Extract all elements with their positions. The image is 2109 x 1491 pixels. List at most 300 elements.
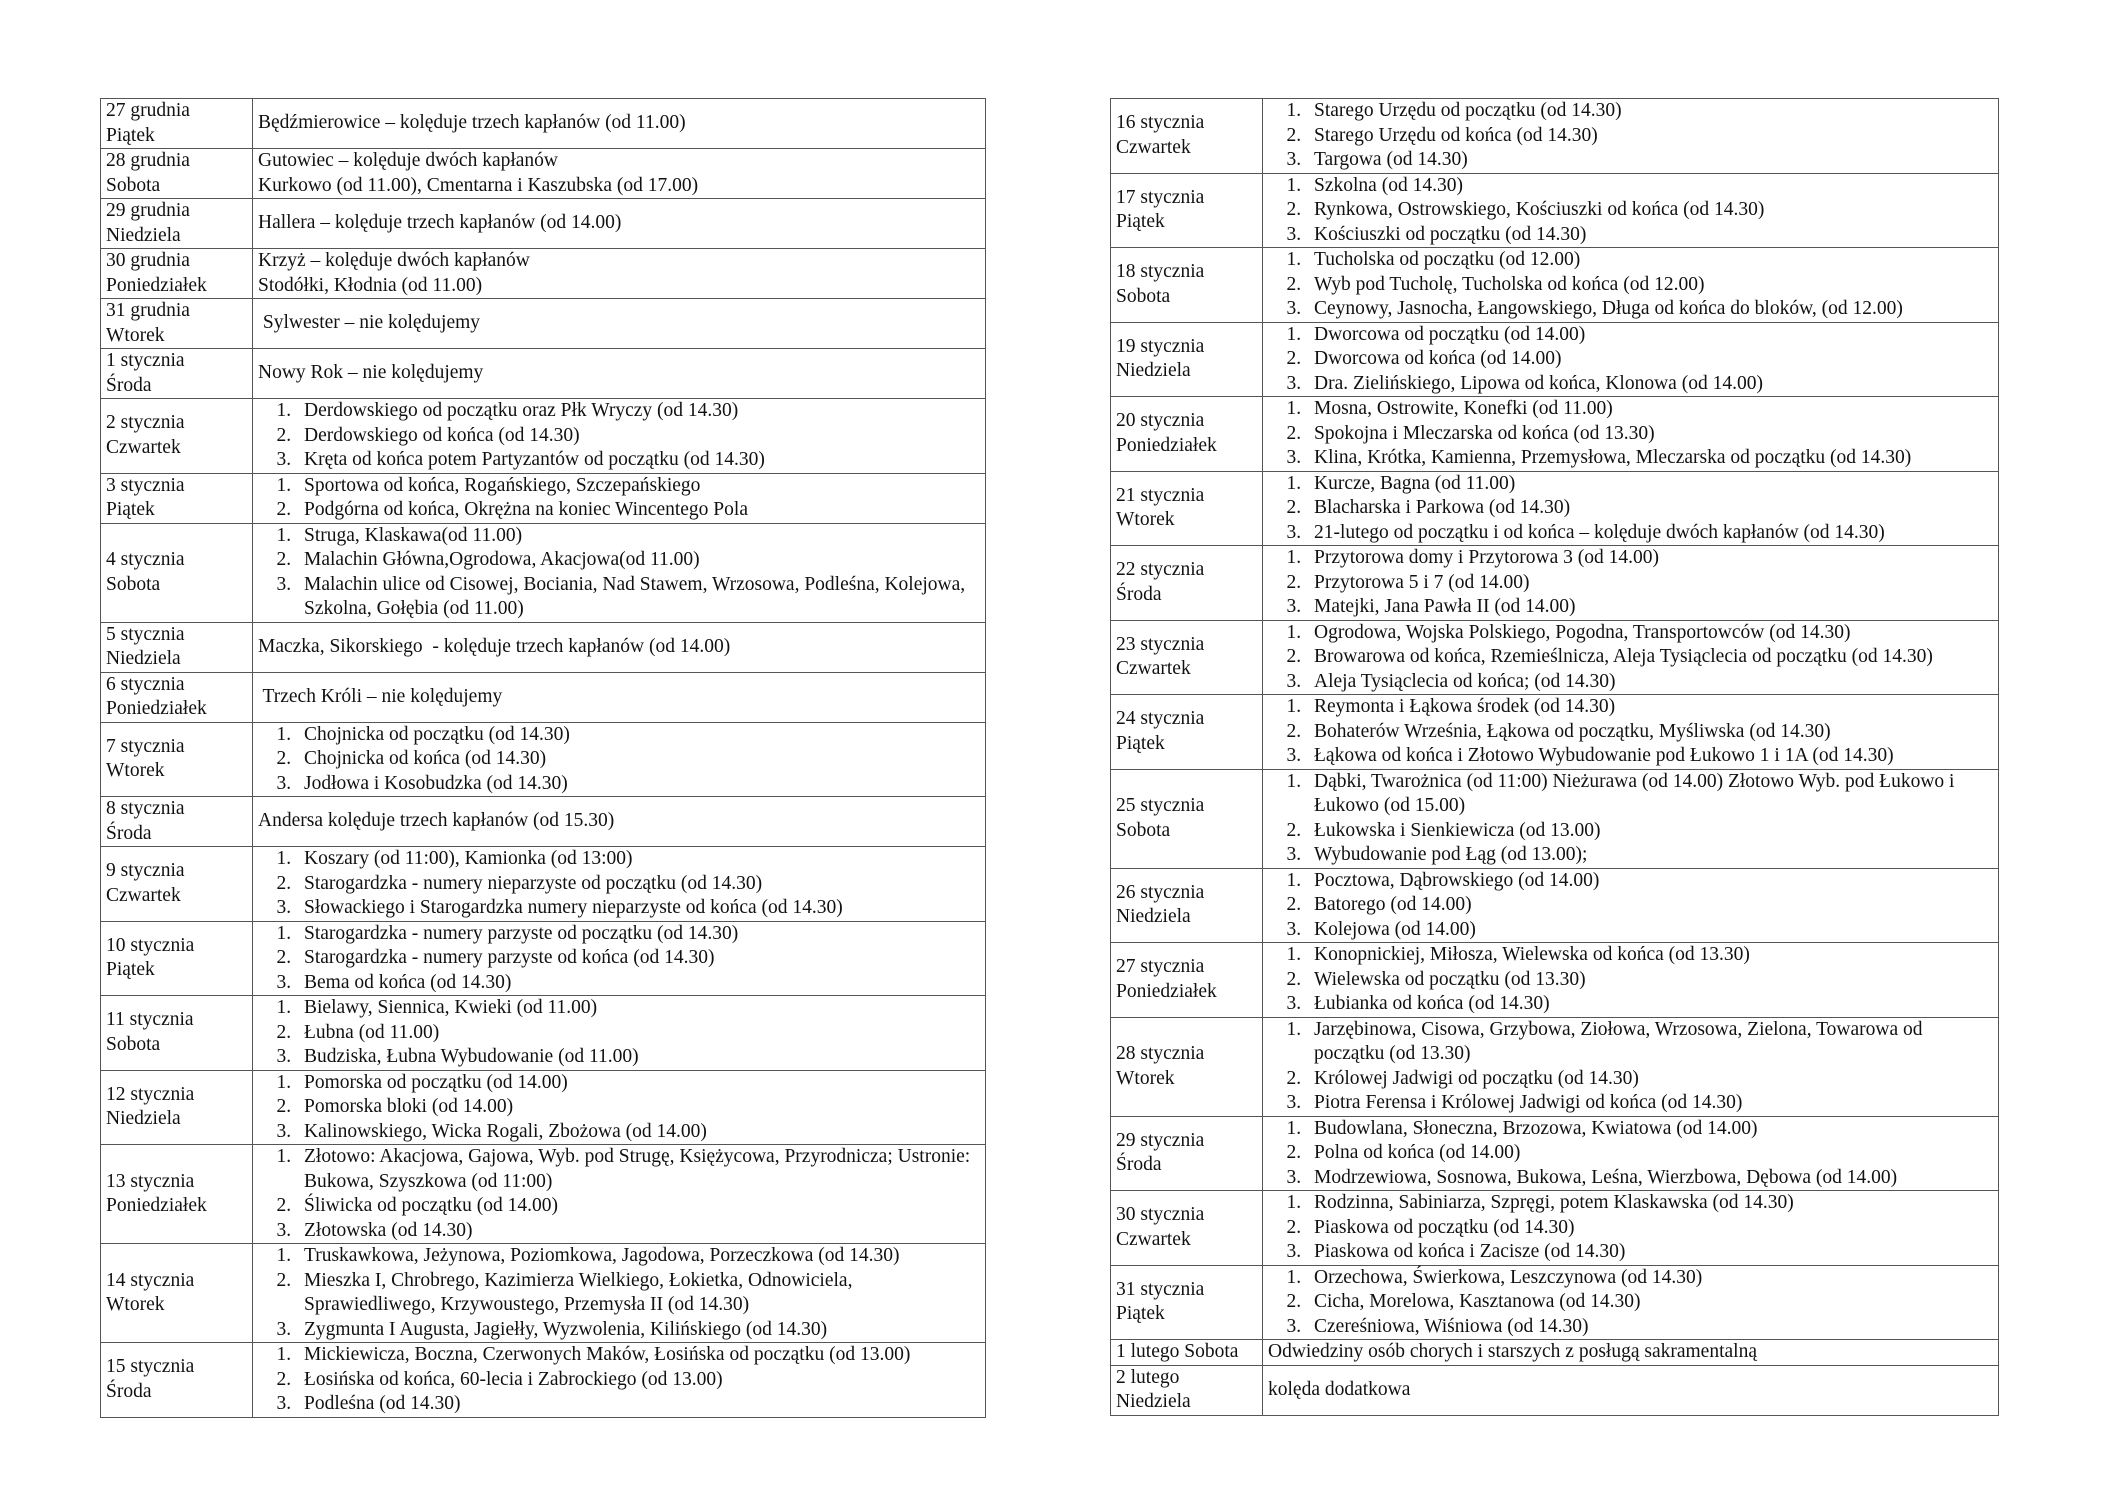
details-cell [1263, 1340, 1999, 1366]
weekday-label: Wtorek [106, 760, 165, 782]
details-cell [1263, 99, 1999, 174]
details-text: Trzech Króli – nie kolędujemy [258, 685, 503, 707]
schedule-row [101, 996, 986, 1071]
weekday-label: Poniedziałek [106, 698, 207, 719]
street-list-item: 2. Piaskowa od początku (od 14.30) [1306, 1216, 1993, 1241]
details-cell [253, 722, 986, 797]
street-list-item: 3. Aleja Tysiąclecia od końca; (od 14.30) [1306, 670, 1993, 695]
details-cell [253, 349, 986, 399]
street-list-item: 1. Starogardzka - numery parzyste od początku (od 14.30) [296, 922, 980, 947]
weekday-label: Poniedziałek [106, 274, 207, 296]
details-cell [253, 1343, 986, 1418]
street-list [258, 996, 980, 1070]
date-cell [101, 797, 253, 847]
date-cell [1111, 471, 1263, 546]
street-list [1268, 397, 1993, 471]
details-cell [1263, 248, 1999, 323]
street-list [1268, 99, 1993, 173]
date-cell [1111, 1265, 1263, 1340]
date-cell [101, 349, 253, 399]
schedule-table-right [1110, 98, 1999, 1416]
date-label: 11 stycznia [106, 1009, 194, 1031]
details-text: Andersa kolęduje trzech kapłanów (od 15.30) [258, 810, 615, 832]
date-cell [1111, 322, 1263, 397]
street-list-item: 3. Budziska, Łubna Wybudowanie (od 11.00) [296, 1045, 980, 1070]
schedule-row [101, 149, 986, 199]
details-cell [253, 299, 986, 349]
schedule-row [101, 349, 986, 399]
date-cell [1111, 1340, 1263, 1366]
street-list-item: 3. Złotowska (od 14.30) [296, 1219, 980, 1244]
street-list-item: 2. Królowej Jadwigi od początku (od 14.30) [1306, 1067, 1993, 1092]
street-list-item: 2. Łubna (od 11.00) [296, 1021, 980, 1046]
schedule-row [1111, 471, 1999, 546]
details-cell [253, 1145, 986, 1244]
details-cell [1263, 695, 1999, 770]
date-label: 8 stycznia [106, 798, 185, 819]
details-cell [1263, 1191, 1999, 1266]
street-list-item: 3. Modrzewiowa, Sosnowa, Bukowa, Leśna, Wierzbowa, Dębowa (od 14.00) [1306, 1166, 1993, 1191]
street-list-item: 2. Browarowa od końca, Rzemieślnicza, Aleja Tysiąclecia od początku (od 14.30) [1306, 645, 1993, 670]
schedule-row [1111, 1191, 1999, 1266]
schedule-row [101, 99, 986, 149]
details-cell [253, 149, 986, 199]
date-label: 7 stycznia [106, 735, 185, 757]
street-list-item: 3. 21-lutego od początku i od końca – kolęduje dwóch kapłanów (od 14.30) [1306, 521, 1993, 546]
weekday-label: Poniedziałek [1116, 434, 1217, 456]
weekday-label: Sobota [106, 1033, 161, 1055]
date-label: 31 grudnia [106, 300, 190, 321]
details-cell [253, 622, 986, 672]
street-list [258, 847, 980, 921]
date-label: 29 grudnia [106, 200, 190, 221]
weekday-label: Sobota [1116, 819, 1171, 841]
street-list [258, 1071, 980, 1145]
date-label: 24 stycznia [1116, 708, 1205, 730]
street-list-item: 2. Blacharska i Parkowa (od 14.30) [1306, 496, 1993, 521]
details-text: Sylwester – nie kolędujemy [258, 312, 481, 334]
date-label: 27 stycznia [1116, 956, 1205, 978]
street-list-item: 3. Piaskowa od końca i Zacisze (od 14.30) [1306, 1240, 1993, 1265]
date-label: 31 stycznia [1116, 1278, 1205, 1300]
schedule-row [1111, 322, 1999, 397]
street-list-item: 2. Chojnicka od końca (od 14.30) [296, 747, 980, 772]
street-list-item: 3. Piotra Ferensa i Królowej Jadwigi od końca (od 14.30) [1306, 1091, 1993, 1116]
street-list [1268, 621, 1993, 695]
date-label: 30 grudnia [106, 250, 190, 271]
street-list-item: 1. Konopnickiej, Miłosza, Wielewska od końca (od 13.30) [1306, 943, 1993, 968]
details-cell [1263, 1116, 1999, 1191]
street-list-item: 1. Budowlana, Słoneczna, Brzozowa, Kwiatowa (od 14.00) [1306, 1117, 1993, 1142]
date-cell [101, 149, 253, 199]
street-list [258, 1343, 980, 1417]
street-list-item: 1. Pomorska od początku (od 14.00) [296, 1071, 980, 1096]
schedule-row [101, 622, 986, 672]
schedule-row [1111, 1116, 1999, 1191]
details-cell [1263, 546, 1999, 621]
street-list-item: 2. Wyb pod Tucholę, Tucholska od końca (od 12.00) [1306, 273, 1993, 298]
street-list [1268, 546, 1993, 620]
details-cell [1263, 868, 1999, 943]
street-list-item: 3. Podleśna (od 14.30) [296, 1392, 980, 1417]
schedule-row [101, 1145, 986, 1244]
schedule-row [1111, 943, 1999, 1018]
date-label: 2 lutego [1116, 1366, 1180, 1388]
date-cell [1111, 695, 1263, 770]
street-list [258, 1244, 980, 1342]
street-list-item: 3. Jodłowa i Kosobudzka (od 14.30) [296, 772, 980, 797]
date-cell [101, 1145, 253, 1244]
details-line: Krzyż – kolęduje dwóch kapłanów [258, 250, 530, 271]
street-list-item: 1. Rodzinna, Sabiniarza, Szpręgi, potem Klaskawska (od 14.30) [1306, 1191, 1993, 1216]
street-list-item: 3. Bema od końca (od 14.30) [296, 971, 980, 996]
street-list-item: 3. Targowa (od 14.30) [1306, 148, 1993, 173]
date-cell [101, 622, 253, 672]
schedule-row [1111, 620, 1999, 695]
weekday-label: Niedziela [106, 224, 181, 246]
weekday-label: Niedziela [1116, 906, 1191, 928]
weekday-label: Wtorek [1116, 1067, 1175, 1089]
street-list-item: 2. Wielewska od początku (od 13.30) [1306, 968, 1993, 993]
date-cell [101, 672, 253, 722]
street-list-item: 2. Bohaterów Września, Łąkowa od początku, Myśliwska (od 14.30) [1306, 720, 1993, 745]
date-cell [1111, 1191, 1263, 1266]
street-list-item: 2. Przytorowa 5 i 7 (od 14.00) [1306, 571, 1993, 596]
schedule-row [101, 1343, 986, 1418]
street-list-item: 3. Kolejowa (od 14.00) [1306, 918, 1993, 943]
date-label: 28 stycznia [1116, 1043, 1205, 1064]
schedule-row [101, 473, 986, 523]
date-cell [101, 399, 253, 474]
street-list-item: 1. Mosna, Ostrowite, Konefki (od 11.00) [1306, 397, 1993, 422]
street-list-item: 2. Mieszka I, Chrobrego, Kazimierza Wielkiego, Łokietka, Odnowiciela, Sprawiedliwego, Krzywoustego, Przemysła II (od 14.30) [296, 1269, 980, 1318]
street-list [258, 723, 980, 797]
date-cell [1111, 248, 1263, 323]
street-list [258, 922, 980, 996]
street-list-item: 2. Derdowskiego od końca (od 14.30) [296, 424, 980, 449]
schedule-row [101, 722, 986, 797]
details-cell [1263, 1017, 1999, 1116]
date-cell [1111, 173, 1263, 248]
street-list-item: 2. Pomorska bloki (od 14.00) [296, 1095, 980, 1120]
schedule-row [101, 672, 986, 722]
details-text: Hallera – kolęduje trzech kapłanów (od 14.00) [258, 212, 622, 234]
weekday-label: Niedziela [106, 648, 181, 669]
weekday-label: Czwartek [1116, 1228, 1191, 1250]
date-cell [1111, 943, 1263, 1018]
schedule-row [101, 847, 986, 922]
date-label: 26 stycznia [1116, 881, 1205, 903]
weekday-label: Poniedziałek [1116, 980, 1217, 1002]
date-cell [101, 1343, 253, 1418]
street-list-item: 2. Cicha, Morelowa, Kasztanowa (od 14.30) [1306, 1290, 1993, 1315]
street-list-item: 2. Polna od końca (od 14.00) [1306, 1141, 1993, 1166]
date-cell [101, 249, 253, 299]
street-list [1268, 943, 1993, 1017]
date-label: 5 stycznia [106, 623, 185, 645]
date-label: 21 stycznia [1116, 484, 1205, 506]
weekday-label: Piątek [1116, 1303, 1165, 1325]
street-list-item: 2. Batorego (od 14.00) [1306, 893, 1993, 918]
street-list-item: 1. Szkolna (od 14.30) [1306, 174, 1993, 199]
street-list [1268, 695, 1993, 769]
street-list-item: 2. Podgórna od końca, Okrężna na koniec Wincentego Pola [296, 498, 980, 523]
date-cell [101, 722, 253, 797]
schedule-row [101, 199, 986, 249]
street-list-item: 2. Łosińska od końca, 60-lecia i Zabrockiego (od 13.00) [296, 1368, 980, 1393]
details-cell [253, 1244, 986, 1343]
schedule-row [1111, 173, 1999, 248]
date-cell [1111, 1116, 1263, 1191]
schedule-row [1111, 546, 1999, 621]
date-cell [1111, 769, 1263, 868]
details-cell [1263, 322, 1999, 397]
date-cell [101, 921, 253, 996]
street-list-item: 2. Starogardzka - numery parzyste od końca (od 14.30) [296, 946, 980, 971]
weekday-label: Czwartek [1116, 658, 1191, 680]
details-text: Odwiedziny osób chorych i starszych z posługą sakramentalną [1268, 1341, 1757, 1362]
street-list-item: 1. Sportowa od końca, Rogańskiego, Szczepańskiego [296, 474, 980, 499]
street-list [258, 524, 980, 622]
details-text: kolęda dodatkowa [1268, 1378, 1411, 1400]
street-list-item: 1. Bielawy, Siennica, Kwieki (od 11.00) [296, 996, 980, 1021]
details-cell [253, 523, 986, 622]
details-cell [253, 1070, 986, 1145]
weekday-label: Niedziela [1116, 1391, 1191, 1412]
date-label: 10 stycznia [106, 934, 195, 956]
date-label: 28 grudnia [106, 150, 190, 171]
schedule-row [1111, 868, 1999, 943]
street-list-item: 2. Malachin Główna,Ogrodowa, Akacjowa(od 11.00) [296, 548, 980, 573]
weekday-label: Środa [1116, 1154, 1162, 1176]
street-list-item: 1. Mickiewicza, Boczna, Czerwonych Maków, Łosińska od początku (od 13.00) [296, 1343, 980, 1368]
street-list-item: 3. Wybudowanie pod Łąg (od 13.00); [1306, 843, 1993, 868]
date-label: 9 stycznia [106, 860, 185, 882]
weekday-label: Środa [106, 1380, 152, 1402]
street-list-item: 1. Struga, Klaskawa(od 11.00) [296, 524, 980, 549]
schedule-row [1111, 397, 1999, 472]
details-cell [253, 847, 986, 922]
date-cell [101, 199, 253, 249]
street-list-item: 1. Koszary (od 11:00), Kamionka (od 13:00) [296, 847, 980, 872]
date-label: 29 stycznia [1116, 1129, 1205, 1151]
street-list-item: 1. Starego Urzędu od początku (od 14.30) [1306, 99, 1993, 124]
weekday-label: Środa [1116, 583, 1162, 605]
schedule-row [1111, 695, 1999, 770]
date-label: 27 grudnia [106, 100, 190, 121]
details-cell [253, 99, 986, 149]
street-list-item: 1. Orzechowa, Świerkowa, Leszczynowa (od 14.30) [1306, 1266, 1993, 1291]
street-list [258, 399, 980, 473]
weekday-label: Piątek [106, 959, 155, 981]
weekday-label: Środa [106, 374, 152, 396]
details-cell [1263, 769, 1999, 868]
weekday-label: Czwartek [106, 884, 181, 906]
schedule-row [101, 523, 986, 622]
street-list-item: 3. Słowackiego i Starogardzka numery nieparzyste od końca (od 14.30) [296, 896, 980, 921]
schedule-row [101, 299, 986, 349]
date-label: 23 stycznia [1116, 633, 1205, 655]
street-list-item: 2. Spokojna i Mleczarska od końca (od 13.30) [1306, 422, 1993, 447]
weekday-label: Wtorek [1116, 509, 1175, 531]
schedule-row [1111, 769, 1999, 868]
date-label: 13 stycznia [106, 1170, 195, 1192]
details-line: Gutowiec – kolęduje dwóch kapłanów [258, 150, 559, 171]
details-text: Maczka, Sikorskiego - kolęduje trzech kapłanów (od 14.00) [258, 635, 731, 657]
details-cell [1263, 1265, 1999, 1340]
date-cell [1111, 99, 1263, 174]
date-cell [101, 1244, 253, 1343]
street-list-item: 2. Dworcowa od końca (od 14.00) [1306, 347, 1993, 372]
date-label: 22 stycznia [1116, 559, 1205, 581]
street-list [1268, 869, 1993, 943]
date-label: 6 stycznia [106, 673, 185, 695]
schedule-row [1111, 1340, 1999, 1366]
street-list-item: 1. Pocztowa, Dąbrowskiego (od 14.00) [1306, 869, 1993, 894]
date-cell [101, 847, 253, 922]
details-cell [1263, 397, 1999, 472]
street-list [1268, 174, 1993, 248]
street-list-item: 3. Ceynowy, Jasnocha, Łangowskiego, Długa od końca do bloków, (od 12.00) [1306, 297, 1993, 322]
street-list-item: 3. Klina, Krótka, Kamienna, Przemysłowa, Mleczarska od początku (od 14.30) [1306, 446, 1993, 471]
date-label: 1 lutego Sobota [1116, 1341, 1239, 1362]
details-cell [253, 921, 986, 996]
schedule-row [1111, 1017, 1999, 1116]
weekday-label: Sobota [1116, 285, 1171, 307]
details-line: Stodółki, Kłodnia (od 11.00) [258, 274, 483, 296]
street-list-item: 3. Kręta od końca potem Partyzantów od początku (od 14.30) [296, 448, 980, 473]
street-list-item: 1. Derdowskiego od początku oraz Płk Wryczy (od 14.30) [296, 399, 980, 424]
date-label: 2 stycznia [106, 412, 185, 434]
street-list [1268, 1018, 1993, 1116]
weekday-label: Piątek [106, 124, 155, 146]
date-label: 14 stycznia [106, 1269, 195, 1291]
date-label: 16 stycznia [1116, 112, 1205, 134]
street-list [1268, 248, 1993, 322]
date-cell [101, 996, 253, 1071]
street-list-item: 3. Malachin ulice od Cisowej, Bociania, Nad Stawem, Wrzosowa, Podleśna, Kolejowa, Szkolna, Gołębia (od 11.00) [296, 573, 980, 622]
schedule-row [101, 1244, 986, 1343]
date-cell [101, 99, 253, 149]
date-label: 12 stycznia [106, 1083, 195, 1105]
street-list [1268, 323, 1993, 397]
schedule-row [101, 1070, 986, 1145]
schedule-row [1111, 99, 1999, 174]
schedule-row [101, 797, 986, 847]
date-label: 20 stycznia [1116, 410, 1205, 432]
street-list-item: 1. Złotowo: Akacjowa, Gajowa, Wyb. pod Strugę, Księżycowa, Przyrodnicza; Ustronie: Bukowa, Szyszkowa (od 11:00) [296, 1145, 980, 1194]
details-cell [253, 996, 986, 1071]
details-cell [253, 399, 986, 474]
street-list-item: 2. Starego Urzędu od końca (od 14.30) [1306, 124, 1993, 149]
details-cell [253, 249, 986, 299]
date-cell [1111, 620, 1263, 695]
details-cell [1263, 471, 1999, 546]
details-text: Nowy Rok – nie kolędujemy [258, 362, 484, 384]
schedule-row [101, 399, 986, 474]
date-cell [101, 523, 253, 622]
street-list [1268, 770, 1993, 868]
weekday-label: Sobota [106, 174, 161, 196]
date-cell [101, 473, 253, 523]
date-cell [1111, 546, 1263, 621]
street-list [1268, 1191, 1993, 1265]
weekday-label: Piątek [1116, 211, 1165, 233]
street-list-item: 3. Łąkowa od końca i Złotowo Wybudowanie pod Łukowo 1 i 1A (od 14.30) [1306, 744, 1993, 769]
street-list [1268, 1117, 1993, 1191]
weekday-label: Poniedziałek [106, 1195, 207, 1216]
date-cell [1111, 1365, 1263, 1415]
street-list-item: 1. Przytorowa domy i Przytorowa 3 (od 14.00) [1306, 546, 1993, 571]
weekday-label: Czwartek [106, 436, 181, 458]
date-label: 1 stycznia [106, 350, 185, 371]
details-cell [253, 473, 986, 523]
details-text: Będźmierowice – kolęduje trzech kapłanów (od 11.00) [258, 112, 686, 134]
weekday-label: Środa [106, 822, 152, 844]
street-list-item: 3. Łubianka od końca (od 14.30) [1306, 992, 1993, 1017]
details-cell [1263, 943, 1999, 1018]
date-cell [1111, 868, 1263, 943]
weekday-label: Piątek [106, 499, 155, 520]
street-list-item: 2. Śliwicka od początku (od 14.00) [296, 1194, 980, 1219]
date-label: 4 stycznia [106, 549, 185, 570]
details-cell [1263, 1365, 1999, 1415]
date-label: 17 stycznia [1116, 186, 1205, 208]
details-cell [253, 797, 986, 847]
street-list-item: 1. Reymonta i Łąkowa środek (od 14.30) [1306, 695, 1993, 720]
details-cell [1263, 620, 1999, 695]
street-list-item: 1. Kurcze, Bagna (od 11.00) [1306, 472, 1993, 497]
details-cell [1263, 173, 1999, 248]
date-label: 15 stycznia [106, 1356, 195, 1378]
street-list-item: 1. Jarzębinowa, Cisowa, Grzybowa, Ziołowa, Wrzosowa, Zielona, Towarowa od początku (od 13.30) [1306, 1018, 1993, 1067]
street-list-item: 1. Dworcowa od początku (od 14.00) [1306, 323, 1993, 348]
schedule-row [1111, 248, 1999, 323]
date-cell [101, 1070, 253, 1145]
weekday-label: Piątek [1116, 732, 1165, 754]
street-list [1268, 1266, 1993, 1340]
street-list-item: 3. Zygmunta I Augusta, Jagiełły, Wyzwolenia, Kilińskiego (od 14.30) [296, 1318, 980, 1343]
street-list-item: 3. Dra. Zielińskiego, Lipowa od końca, Klonowa (od 14.00) [1306, 372, 1993, 397]
street-list-item: 3. Kalinowskiego, Wicka Rogali, Zbożowa (od 14.00) [296, 1120, 980, 1145]
street-list-item: 1. Ogrodowa, Wojska Polskiego, Pogodna, Transportowców (od 14.30) [1306, 621, 1993, 646]
schedule-row [1111, 1365, 1999, 1415]
date-cell [101, 299, 253, 349]
street-list-item: 1. Chojnicka od początku (od 14.30) [296, 723, 980, 748]
details-cell [253, 672, 986, 722]
weekday-label: Wtorek [106, 1294, 165, 1315]
date-label: 3 stycznia [106, 474, 185, 496]
date-label: 19 stycznia [1116, 335, 1205, 357]
street-list-item: 3. Czereśniowa, Wiśniowa (od 14.30) [1306, 1315, 1993, 1340]
street-list-item: 3. Matejki, Jana Pawła II (od 14.00) [1306, 595, 1993, 620]
weekday-label: Sobota [106, 573, 161, 595]
street-list-item: 1. Truskawkowa, Jeżynowa, Poziomkowa, Jagodowa, Porzeczkowa (od 14.30) [296, 1244, 980, 1269]
schedule-row [101, 921, 986, 996]
weekday-label: Niedziela [106, 1108, 181, 1130]
schedule-table-left [100, 98, 986, 1418]
street-list-item: 1. Tucholska od początku (od 12.00) [1306, 248, 1993, 273]
street-list [258, 474, 980, 523]
weekday-label: Wtorek [106, 324, 165, 346]
street-list [1268, 472, 1993, 546]
schedule-row [1111, 1265, 1999, 1340]
details-cell [253, 199, 986, 249]
date-cell [1111, 397, 1263, 472]
date-label: 18 stycznia [1116, 261, 1205, 283]
schedule-row [101, 249, 986, 299]
street-list-item: 1. Dąbki, Twarożnica (od 11:00) Nieżurawa (od 14.00) Złotowo Wyb. pod Łukowo i Łukowo (od 15.00) [1306, 770, 1993, 819]
